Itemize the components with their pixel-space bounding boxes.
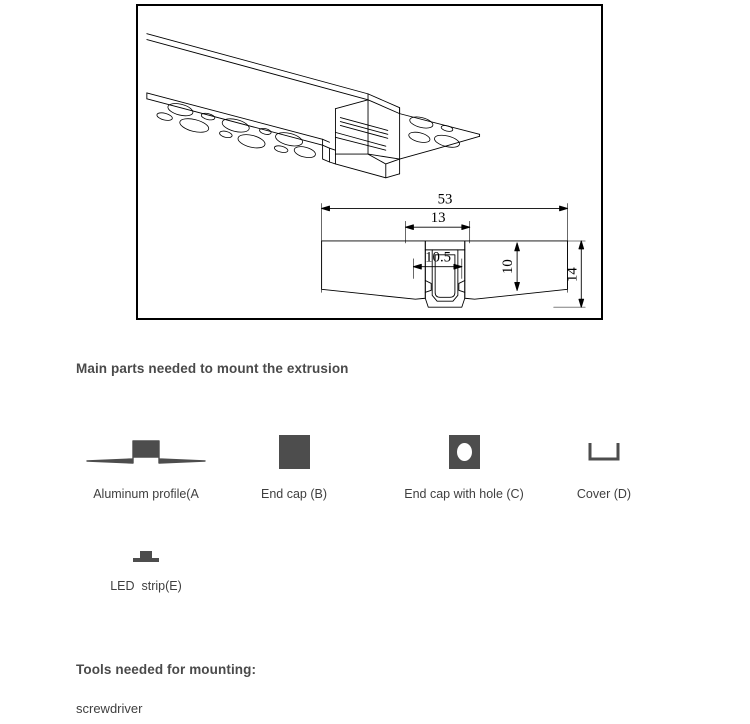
part-label: LED strip(E): [110, 579, 182, 593]
led-strip-icon: [130, 549, 162, 565]
icon-container: [219, 424, 369, 480]
part-led-strip: [71, 542, 221, 593]
dimension-overall-height: 14: [564, 267, 581, 282]
part-aluminum-profile: [71, 424, 221, 501]
aluminum-profile-icon: [85, 435, 207, 469]
part-end-cap-with-hole: [389, 424, 539, 501]
icon-container: [529, 424, 679, 480]
part-label: End cap (B): [260, 487, 327, 501]
dimension-inner-width: 10.5: [425, 249, 452, 266]
dimension-channel-width: 13: [430, 210, 446, 227]
tools-list-item: screwdriver: [76, 701, 143, 716]
technical-drawing-frame: [136, 4, 603, 320]
icon-container: [71, 542, 221, 572]
dimension-overall-width: 53: [437, 191, 453, 208]
parts-section-heading: Main parts needed to mount the extrusion: [76, 361, 349, 376]
technical-drawing-svg: [138, 6, 601, 318]
end-cap-with-hole-icon: [449, 435, 480, 469]
cable-hole: [457, 443, 472, 461]
isometric-profile-view: [147, 34, 480, 178]
part-end-cap: [219, 424, 369, 501]
part-label: End cap with hole (C): [404, 487, 524, 501]
dimension-channel-height: 10: [500, 259, 517, 275]
cross-section-view: [322, 203, 586, 307]
part-cover: [529, 424, 679, 501]
icon-container: [389, 424, 539, 480]
tools-section-heading: Tools needed for mounting:: [76, 662, 257, 677]
cover-channel-icon: [584, 439, 624, 465]
part-label: Cover (D): [576, 487, 632, 501]
icon-container: [71, 424, 221, 480]
part-label: Aluminum profile(A: [93, 487, 199, 501]
end-cap-icon: [279, 435, 310, 469]
